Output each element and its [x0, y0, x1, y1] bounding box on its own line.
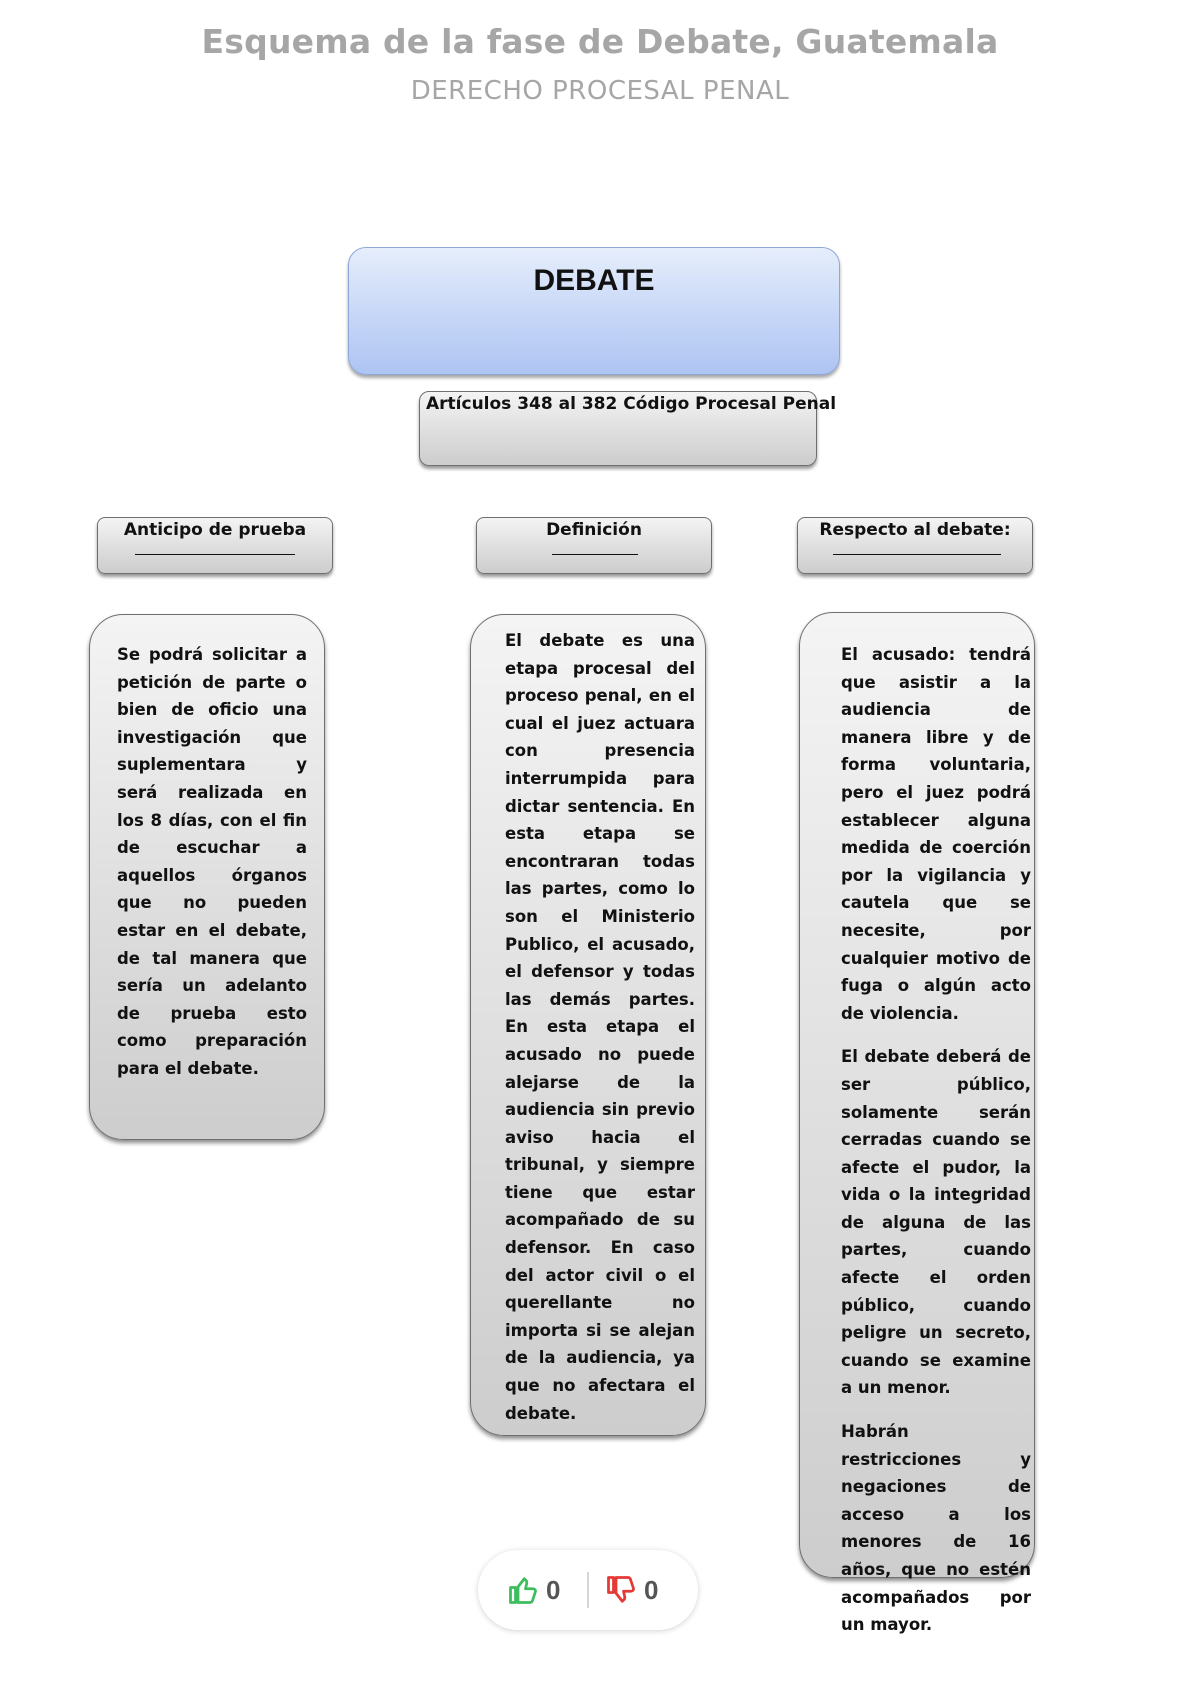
- heading-node-respecto: [797, 517, 1033, 574]
- heading-underline: [833, 554, 1001, 555]
- thumbs-up-icon: [508, 1575, 538, 1605]
- heading-label-respecto: Respecto al debate:: [819, 520, 1011, 540]
- page-title: Esquema de la fase de Debate, Guatemala: [201, 22, 999, 61]
- heading-node-definicion: [476, 517, 712, 574]
- thumbs-down-icon: [606, 1575, 636, 1605]
- articles-node: [419, 391, 837, 466]
- body-paragraph: El debate es una etapa procesal del proceso penal, en el cual el juez actuara con presencia interrumpida para dictar sentencia. En esta etapa se encontraran todas las partes, como lo son el Ministerio Publico, el acusado, el defensor y todas las demás partes. En esta etapa el acusado no puede alejarse de la audiencia sin previo aviso hacia el tribunal, y siempre tiene que estar acompañado de su defensor. En caso del actor civil o el querellante no importa si se alejan de la audiencia, ya que no afectara el debate.: [505, 631, 695, 1423]
- body-node-anticipo: [89, 614, 325, 1140]
- articles-node-label: Artículos 348 al 382 Código Procesal Penal: [426, 394, 837, 414]
- heading-underline: [135, 554, 295, 555]
- upvote-button[interactable]: [508, 1566, 560, 1614]
- page-subtitle: DERECHO PROCESAL PENAL: [410, 76, 790, 106]
- heading-node-anticipo: [97, 517, 333, 574]
- main-node-label: DEBATE: [533, 264, 655, 297]
- downvote-button[interactable]: [606, 1566, 658, 1614]
- body-paragraph: Habrán restricciones y negaciones de acceso a los menores de 16 años, que no estén acompañados por un mayor.: [841, 1422, 1031, 1635]
- heading-label-definicion: Definición: [546, 520, 642, 540]
- vote-separator: [587, 1572, 589, 1608]
- vote-widget: [478, 1550, 698, 1630]
- body-text-anticipo: [117, 641, 307, 1099]
- main-node-debate: [348, 247, 840, 375]
- body-node-respecto: [799, 612, 1035, 1635]
- body-paragraph: El debate deberá de ser público, solamente serán cerradas cuando se afecte el pudor, la vida o la integridad de alguna de las partes, cuando afecte el orden público, cuando peligre un secreto, cuando se examine a un menor.: [841, 1047, 1031, 1398]
- upvote-count: 0: [546, 1574, 561, 1605]
- heading-label-anticipo: Anticipo de prueba: [123, 520, 307, 540]
- body-node-definicion: [470, 614, 706, 1436]
- body-paragraph: Se podrá solicitar a petición de parte o bien de oficio una investigación que suplementara y será realizada en los 8 días, con el fin de escuchar a aquellos órganos que no pueden estar en el debate, de tal manera que sería un adelanto de prueba esto como preparación para el debate.: [117, 645, 307, 1078]
- downvote-count: 0: [644, 1574, 659, 1605]
- body-text-definicion: [505, 627, 695, 1443]
- body-text-respecto: [841, 641, 1031, 1655]
- body-paragraph: El acusado: tendrá que asistir a la audiencia de manera libre y de forma voluntaria, pero el juez podrá establecer alguna medida de coerción por la vigilancia y cautela que se necesite, por cualquier motivo de fuga o algún acto de violencia.: [841, 645, 1031, 1023]
- heading-underline: [552, 554, 638, 555]
